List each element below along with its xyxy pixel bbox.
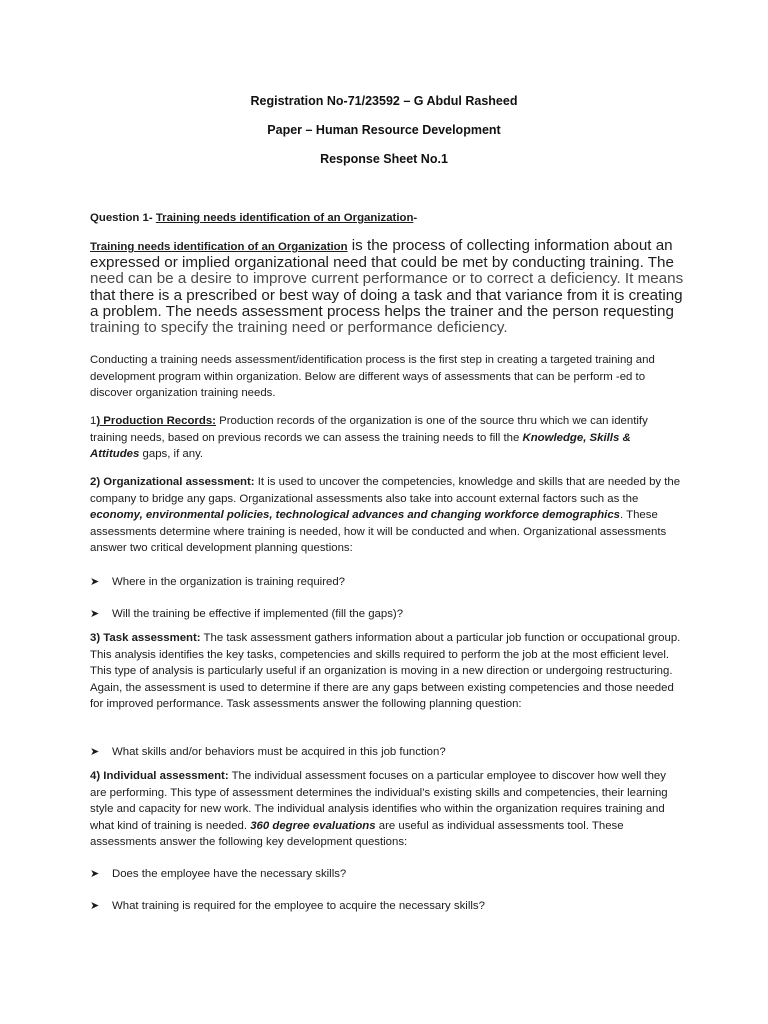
section1-text: Production records of the organization is one of the source thru which we can identify training needs, based on previous records we can assess the training needs to fill the [90,415,648,444]
section-individual-assessment [90,768,682,851]
arrow-bullet-icon: ➤ [90,868,100,880]
registration-heading: Registration No-71/23592 – G Abdul Rasheed [250,94,518,108]
bullet-text: What skills and/or behaviors must be acquired in this job function? [112,746,446,758]
section3-text: The task assessment gathers information about a particular job function or occupational group. This analysis identifies the key tasks, competencies and skills required to perform the job at the most efficient level. This type of analysis is particularly useful if an organization is moving in a new direction or undergoing restructuring. Again, the assessment is used to determine if there are any gaps between existing competencies and those needed for improved performance. Task assessments answer the following planning question: [90,632,681,710]
conducting-paragraph: Conducting a training needs assessment/identification process is the first step in creating a targeted training and development program within organization. Below are different ways of assessments that can be perform -ed to discover organization training needs. [90,354,655,399]
section3-title: 3) Task assessment: [90,632,201,644]
list-item [90,898,690,914]
section4-text2: are useful as individual assessments tool. These assessments answer the following key development questions: [90,819,624,848]
bullet-text: Does the employee have the necessary skills? [112,868,347,880]
response-sheet-heading: Response Sheet No.1 [320,152,448,166]
question-suffix: - [413,212,418,224]
intro-paragraph [90,238,690,336]
section-task-assessment [90,630,682,713]
intro-part2: need can be a desire to improve current performance or to correct a deficiency. It means [90,270,684,288]
intro-part4: training to specify the training need or performance deficiency. [90,319,508,337]
section4-text1: The individual assessment focuses on a particular employee to discover how well they are performing. This type of assessment determines the individual’s existing skills and competencies, their learning style and capacity for new work. The individual analysis identifies who within the organization requires training and what kind of training is needed. [90,770,668,832]
section1-tail: gaps, if any. [139,448,204,460]
arrow-bullet-icon: ➤ [90,900,100,912]
question-title: Training needs identification of an Organization [155,212,414,224]
list-item [90,606,690,622]
intro-part3: that there is a prescribed or best way of doing a task and that variance from it is creating a problem. The needs assessment process helps the trainer and the person requesting [90,286,683,320]
arrow-bullet-icon: ➤ [90,746,100,758]
section2-title: 2) Organizational assessment: [90,476,255,488]
paper-heading: Paper – Human Resource Development [267,123,501,137]
bullet-text: Where in the organization is training required? [112,576,346,588]
list-item [90,574,690,590]
section-organizational-assessment [90,474,682,557]
section2-emph: economy, environmental policies, technological advances and changing workforce demographics [90,509,621,521]
bullet-text: What training is required for the employee to acquire the necessary skills? [112,900,485,912]
section1-title: ) Production Records: [96,415,216,427]
arrow-bullet-icon: ➤ [90,608,100,620]
section2-text2: . These assessments determine where training is needed, how it will be conducted and when. Organizational assessments answer two critical development planning questions: [90,509,667,554]
intro-part1: is the process of collecting information about an expressed or implied organizational need that could be met by conducting training. The [90,237,674,272]
section1-emph: Knowledge, Skills & Attitudes [90,431,631,460]
list-item [90,866,690,882]
section-production-records [90,413,682,463]
intro-term: Training needs identification of an Organization [90,241,348,253]
question-prefix: Question 1- [90,212,153,224]
section2-text1: It is used to uncover the competencies, knowledge and skills that are needed by the company to bridge any gaps. Organizational assessments also take into account external factors such as the [90,476,681,505]
section4-emph: 360 degree evaluations [250,819,376,832]
bullet-text: Will the training be effective if implemented (fill the gaps)? [112,608,404,620]
list-item [90,744,690,760]
section4-title: 4) Individual assessment: [90,770,229,782]
section1-number: 1 [90,415,97,427]
arrow-bullet-icon: ➤ [90,576,100,588]
question-heading [90,210,682,227]
